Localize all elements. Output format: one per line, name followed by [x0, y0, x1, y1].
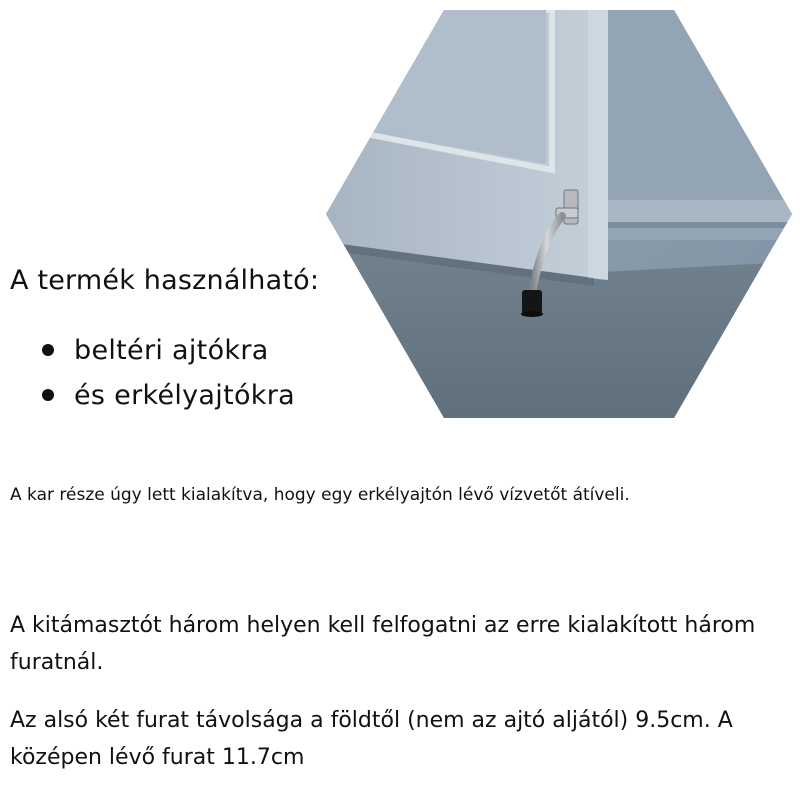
bullet-icon: [42, 344, 54, 356]
usage-item-label: és erkélyajtókra: [74, 380, 295, 411]
mounting-paragraph-2: Az alsó két furat távolsága a földtől (nem az ajtó aljától) 9.5cm. A középen lévő furat 11.7cm: [10, 708, 733, 770]
door-stopper-illustration: [326, 10, 792, 418]
usage-item-label: beltéri ajtókra: [74, 335, 269, 366]
lever-note: A kar része úgy lett kialakítva, hogy egy erkélyajtón lévő vízvetőt átíveli.: [10, 485, 630, 505]
usage-list: [42, 328, 295, 418]
usage-heading: A termék használható:: [10, 265, 320, 296]
mounting-paragraph-1: A kitámasztót három helyen kell felfogatni az erre kialakított három furatnál.: [10, 613, 756, 675]
bullet-icon: [42, 389, 54, 401]
usage-item-balcony-doors: [42, 373, 295, 418]
product-hexagon-image: [326, 10, 792, 418]
usage-item-indoor-doors: [42, 328, 295, 373]
